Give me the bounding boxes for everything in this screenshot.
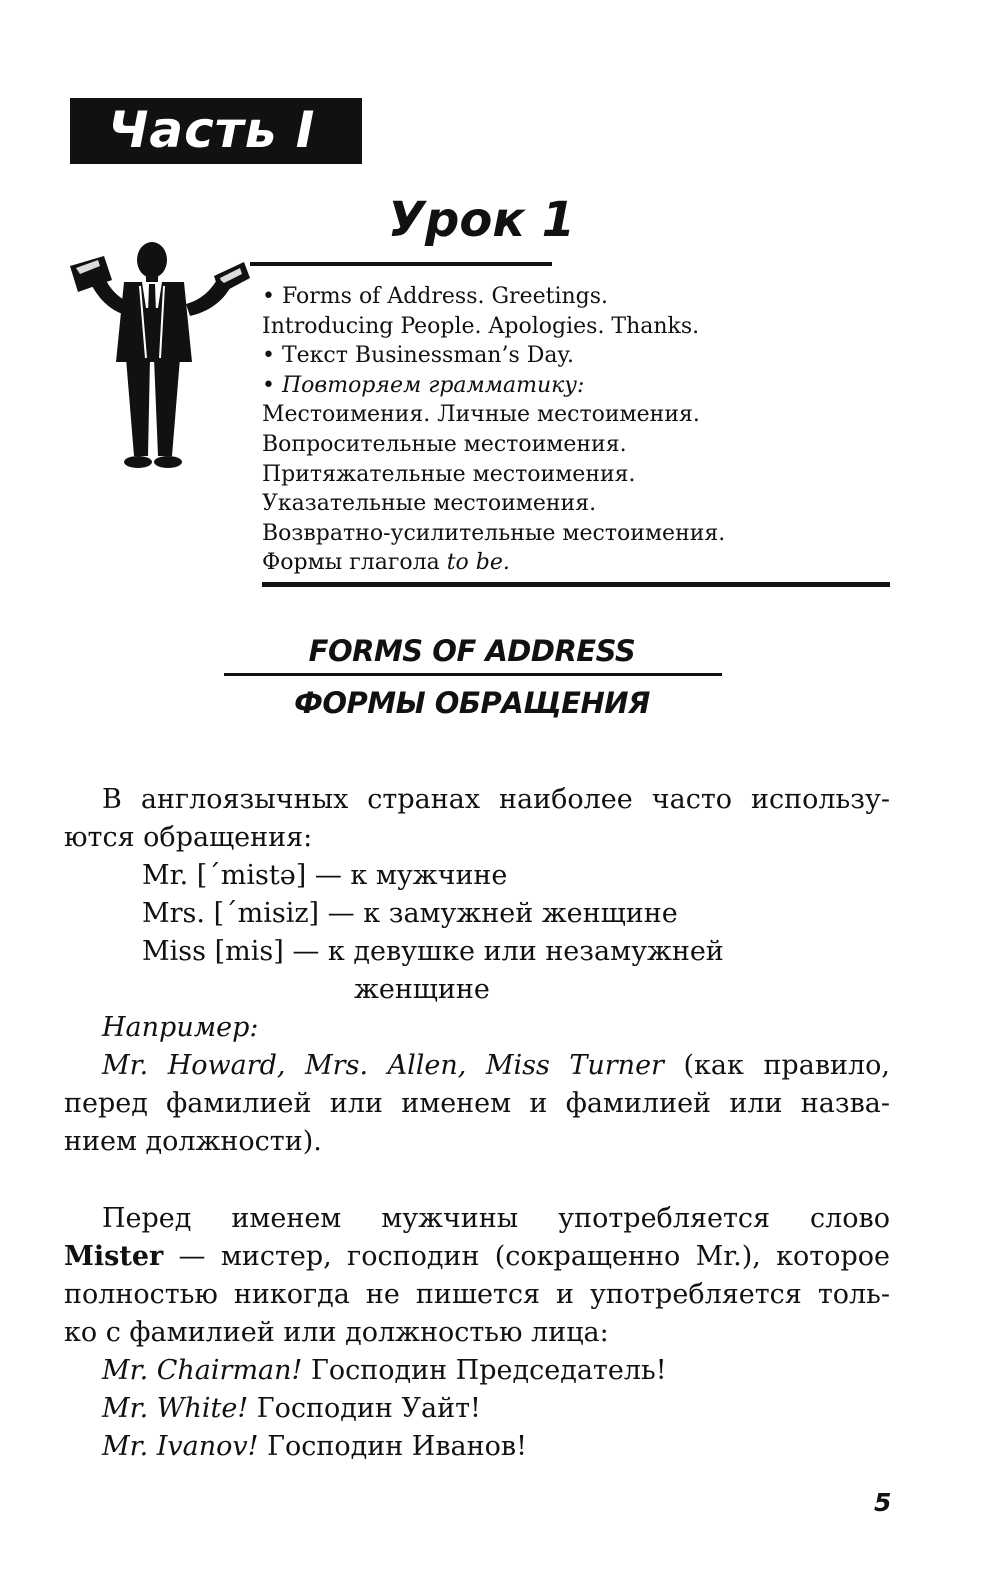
section-title-en: FORMS OF ADDRESS [308,634,636,668]
address-example [102,1428,527,1466]
form-of-address: Miss [mis] — к девушке или незамужней [142,936,724,967]
topic-text: Формы глагола [262,550,447,576]
topic-item: • Повторяем грамматику: [262,372,585,398]
topic-item: Указательные местоимения. [262,491,597,517]
intro-line: В англоязычных странах наиболее часто использу- [102,784,890,815]
paragraph-text: — мистер, господин (сокращенно Mr.), которое [163,1241,890,1272]
example-names: Mr. Howard, Mrs. Allen, Miss Turner [102,1050,664,1081]
lesson-topics [262,282,725,578]
paragraph-line: Перед именем мужчины употребляется слово [102,1203,890,1234]
example-line: нием должности). [64,1126,322,1157]
lesson-title: Урок 1 [388,192,576,248]
form-of-address: Mrs. [ˊmisiz] — к замужней женщине [142,898,678,929]
address-example-en: Mr. Chairman! [102,1355,303,1386]
form-of-address: Mr. [ˊmistə] — к мужчине [142,860,508,891]
paragraph-line [64,1238,890,1276]
address-example [102,1390,481,1428]
businessman-illustration [68,238,252,474]
topic-item: • Forms of Address. Greetings. [262,284,609,309]
address-example-ru: Господин Председатель! [302,1355,667,1386]
paragraph-line: полностью никогда не пишется и употребляется толь- [64,1279,890,1310]
address-example-ru: Господин Уайт! [248,1393,481,1424]
section-title-rule [224,673,722,676]
topic-item: Introducing People. Apologies. Thanks. [262,313,700,339]
part-label: Часть I [108,101,316,159]
part-banner [70,98,362,164]
page-number: 5 [874,1488,892,1517]
lesson-title-rule [250,262,552,266]
topic-item: Местоимения. Личные местоимения. [262,402,700,428]
example-line: перед фамилией или именем и фамилией или назва- [64,1088,890,1119]
address-example [102,1352,667,1390]
form-of-address: женщине [354,974,490,1005]
paragraph-line: ко с фамилией или должностью лица: [64,1317,609,1348]
topic-item: Притяжательные местоимения. [262,461,636,487]
mister-term: Mister [64,1241,164,1272]
topic-verb: to be. [446,550,510,576]
address-example-ru: Господин Иванов! [258,1431,527,1462]
example-note: (как правило, [663,1050,891,1081]
topic-item [262,548,725,578]
topic-item: Вопросительные местоимения. [262,431,627,457]
example-label: Например: [102,1012,259,1043]
intro-line: ются обращения: [64,822,313,853]
section-title-ru: ФОРМЫ ОБРАЩЕНИЯ [294,686,650,720]
example-line [102,1047,890,1085]
address-example-en: Mr. White! [102,1393,249,1424]
topic-item: Возвратно-усилительные местоимения. [262,520,726,546]
topic-item: • Текст Businessman’s Day. [262,343,575,369]
topics-bottom-rule [262,582,890,587]
address-example-en: Mr. Ivanov! [102,1431,259,1462]
